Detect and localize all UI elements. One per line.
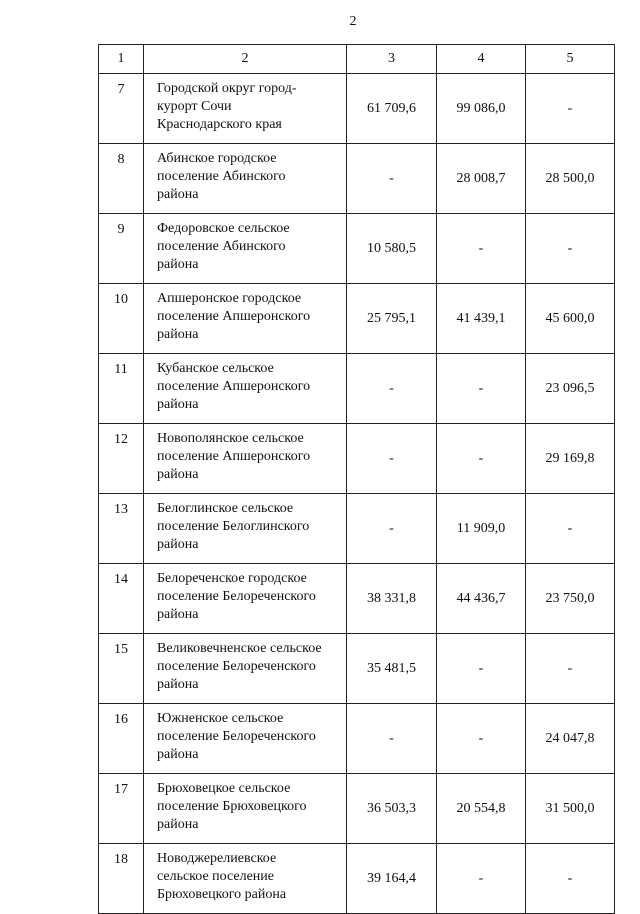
table-body bbox=[99, 74, 615, 914]
municipality-name-line: поселение Апшеронского bbox=[157, 309, 311, 324]
municipality-name-line: Белоглинское сельское bbox=[157, 501, 294, 516]
column-header: 4 bbox=[437, 45, 526, 74]
table-row bbox=[99, 144, 615, 214]
table-row bbox=[99, 844, 615, 914]
value-cell-col3: 38 331,8 bbox=[347, 564, 437, 634]
municipality-name-cell bbox=[144, 144, 347, 214]
table-row bbox=[99, 564, 615, 634]
value-cell-col5: - bbox=[526, 494, 615, 564]
municipality-name-cell bbox=[144, 844, 347, 914]
row-number-cell: 13 bbox=[99, 494, 144, 564]
municipality-name-line: Краснодарского края bbox=[157, 117, 282, 132]
municipality-name-line: района bbox=[157, 187, 199, 202]
value-cell-col5: 23 750,0 bbox=[526, 564, 615, 634]
value-cell-col3: - bbox=[347, 704, 437, 774]
row-number-cell: 12 bbox=[99, 424, 144, 494]
municipality-name-cell bbox=[144, 564, 347, 634]
value-cell-col5: 23 096,5 bbox=[526, 354, 615, 424]
table-row bbox=[99, 704, 615, 774]
row-number-cell: 7 bbox=[99, 74, 144, 144]
table-row bbox=[99, 354, 615, 424]
column-header: 2 bbox=[144, 45, 347, 74]
municipality-name-line: района bbox=[157, 467, 199, 482]
value-cell-col4: 20 554,8 bbox=[437, 774, 526, 844]
row-number-cell: 16 bbox=[99, 704, 144, 774]
value-cell-col4: 99 086,0 bbox=[437, 74, 526, 144]
row-number-cell: 10 bbox=[99, 284, 144, 354]
municipality-name-cell bbox=[144, 74, 347, 144]
row-number-cell: 8 bbox=[99, 144, 144, 214]
municipality-name-line: поселение Апшеронского bbox=[157, 449, 311, 464]
municipality-name-line: поселение Апшеронского bbox=[157, 379, 311, 394]
value-cell-col3: 36 503,3 bbox=[347, 774, 437, 844]
value-cell-col3: 61 709,6 bbox=[347, 74, 437, 144]
municipality-name-cell bbox=[144, 494, 347, 564]
value-cell-col5: 45 600,0 bbox=[526, 284, 615, 354]
municipality-name-line: поселение Белореченского bbox=[157, 729, 316, 744]
municipality-name-line: Федоровское сельское bbox=[157, 221, 290, 236]
municipality-name-line: сельское поселение bbox=[157, 869, 274, 884]
municipality-name-line: района bbox=[157, 747, 199, 762]
value-cell-col3: 35 481,5 bbox=[347, 634, 437, 704]
value-cell-col4: - bbox=[437, 354, 526, 424]
value-cell-col4: - bbox=[437, 214, 526, 284]
municipality-name-cell bbox=[144, 354, 347, 424]
municipality-name-line: Апшеронское городское bbox=[157, 291, 302, 306]
row-number-cell: 11 bbox=[99, 354, 144, 424]
municipality-name-line: района bbox=[157, 817, 199, 832]
value-cell-col5: - bbox=[526, 844, 615, 914]
value-cell-col4: 41 439,1 bbox=[437, 284, 526, 354]
value-cell-col3: 25 795,1 bbox=[347, 284, 437, 354]
municipality-name-line: поселение Белореченского bbox=[157, 659, 316, 674]
municipality-name-line: района bbox=[157, 327, 199, 342]
municipality-name-cell bbox=[144, 214, 347, 284]
value-cell-col4: - bbox=[437, 844, 526, 914]
value-cell-col5: 31 500,0 bbox=[526, 774, 615, 844]
municipality-name-cell bbox=[144, 774, 347, 844]
value-cell-col3: - bbox=[347, 354, 437, 424]
municipality-name-line: Кубанское сельское bbox=[157, 361, 274, 376]
municipality-name-line: Брюховецкое сельское bbox=[157, 781, 291, 796]
table-row bbox=[99, 284, 615, 354]
value-cell-col3: - bbox=[347, 494, 437, 564]
municipality-name-line: Городской округ город- bbox=[157, 81, 297, 96]
value-cell-col5: 29 169,8 bbox=[526, 424, 615, 494]
table-row bbox=[99, 214, 615, 284]
value-cell-col3: 39 164,4 bbox=[347, 844, 437, 914]
row-number-cell: 18 bbox=[99, 844, 144, 914]
municipality-name-line: поселение Белореченского bbox=[157, 589, 316, 604]
municipality-name-line: Великовечненское сельское bbox=[157, 641, 322, 656]
row-number-cell: 15 bbox=[99, 634, 144, 704]
row-number-cell: 17 bbox=[99, 774, 144, 844]
municipality-name-line: района bbox=[157, 537, 199, 552]
value-cell-col3: - bbox=[347, 144, 437, 214]
column-header: 3 bbox=[347, 45, 437, 74]
value-cell-col5: - bbox=[526, 74, 615, 144]
municipality-name-line: Новоджерелиевское bbox=[157, 851, 277, 866]
value-cell-col3: 10 580,5 bbox=[347, 214, 437, 284]
row-number-cell: 14 bbox=[99, 564, 144, 634]
table-row bbox=[99, 424, 615, 494]
municipality-name-line: района bbox=[157, 607, 199, 622]
municipality-name-line: поселение Белоглинского bbox=[157, 519, 310, 534]
value-cell-col4: - bbox=[437, 704, 526, 774]
value-cell-col5: - bbox=[526, 634, 615, 704]
municipality-name-line: района bbox=[157, 257, 199, 272]
table-row bbox=[99, 494, 615, 564]
municipality-name-cell bbox=[144, 284, 347, 354]
value-cell-col4: - bbox=[437, 634, 526, 704]
table-row bbox=[99, 74, 615, 144]
page-number: 2 bbox=[349, 14, 357, 29]
value-cell-col4: 11 909,0 bbox=[437, 494, 526, 564]
value-cell-col5: 24 047,8 bbox=[526, 704, 615, 774]
municipality-name-line: района bbox=[157, 397, 199, 412]
table-row bbox=[99, 774, 615, 844]
table-header-row bbox=[99, 45, 615, 74]
municipality-name-line: Южненское сельское bbox=[157, 711, 284, 726]
municipality-name-cell bbox=[144, 634, 347, 704]
row-number-cell: 9 bbox=[99, 214, 144, 284]
municipality-name-line: поселение Абинского bbox=[157, 239, 286, 254]
value-cell-col5: - bbox=[526, 214, 615, 284]
column-header: 1 bbox=[99, 45, 144, 74]
municipality-name-cell bbox=[144, 704, 347, 774]
municipality-name-line: района bbox=[157, 677, 199, 692]
municipality-name-cell bbox=[144, 424, 347, 494]
municipality-name-line: Абинское городское bbox=[157, 151, 277, 166]
value-cell-col4: - bbox=[437, 424, 526, 494]
value-cell-col5: 28 500,0 bbox=[526, 144, 615, 214]
municipality-name-line: Новополянское сельское bbox=[157, 431, 304, 446]
value-cell-col3: - bbox=[347, 424, 437, 494]
municipality-name-line: поселение Абинского bbox=[157, 169, 286, 184]
municipality-name-line: курорт Сочи bbox=[157, 99, 232, 114]
value-cell-col4: 44 436,7 bbox=[437, 564, 526, 634]
budget-table bbox=[98, 44, 615, 914]
municipality-name-line: Брюховецкого района bbox=[157, 887, 287, 902]
value-cell-col4: 28 008,7 bbox=[437, 144, 526, 214]
table-row bbox=[99, 634, 615, 704]
municipality-name-line: поселение Брюховецкого bbox=[157, 799, 307, 814]
municipality-name-line: Белореченское городское bbox=[157, 571, 307, 586]
column-header: 5 bbox=[526, 45, 615, 74]
